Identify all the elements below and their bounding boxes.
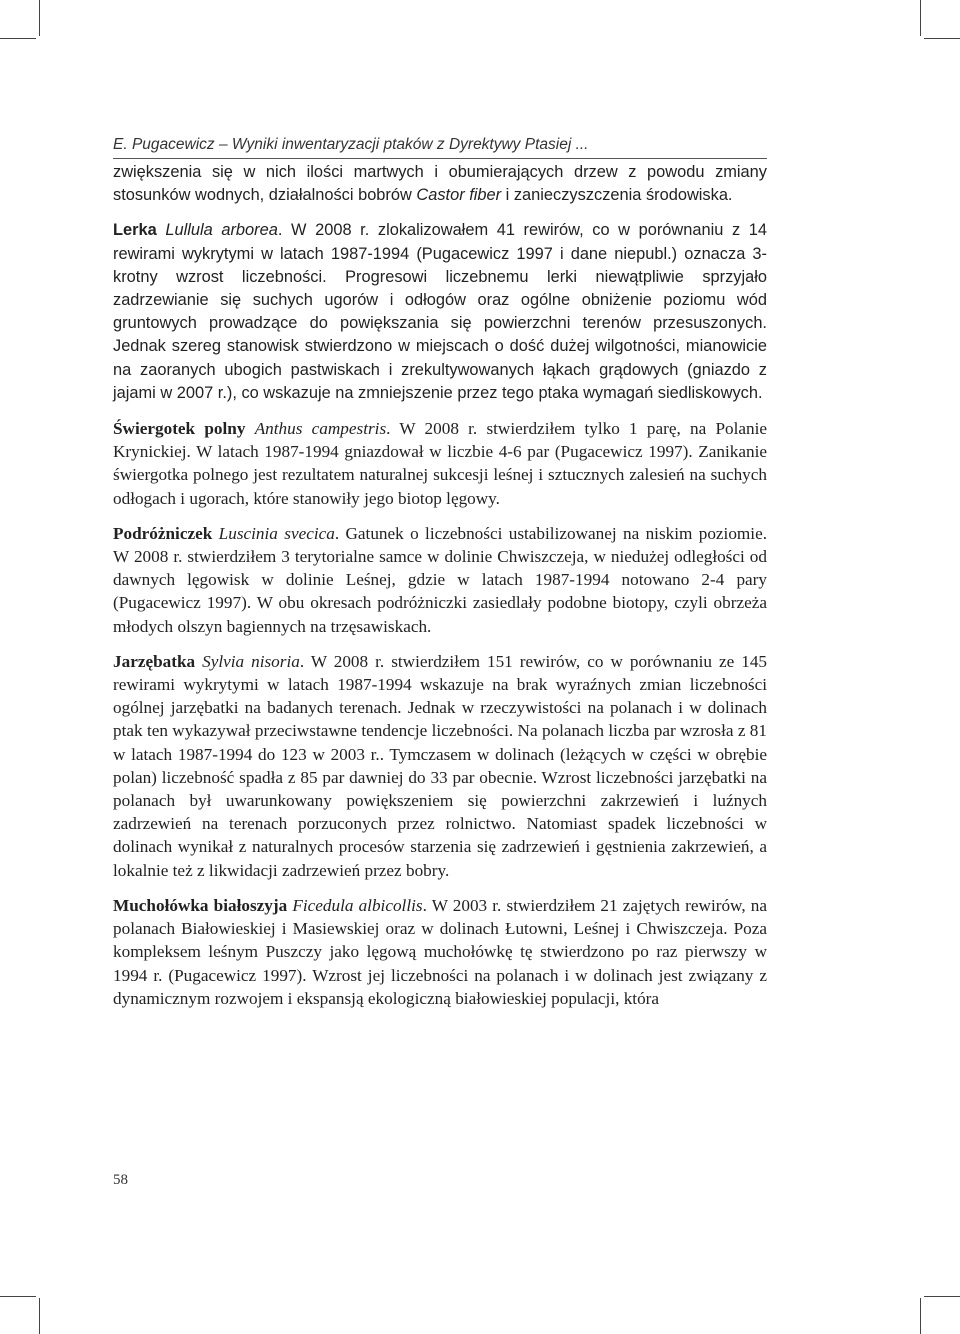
crop-mark xyxy=(920,1298,921,1334)
paragraph-text: . Gatunek o liczebności ustabilizowanej na niskim poziomie. W 2008 r. stwierdziłem 3 terytorialne samce w dolinie Chwiszczeja, w niedużej odległości od dawnych lęgowisk w dolinie Leśnej, gdzie w latach 1987-1994 notowano 2-4 pary (Pugacewicz 1997). W obu okresach podróżniczki zasiedlały podobne biotopy, czyli obrzeża młodych olszyn bagiennych na trzęsawiskach. xyxy=(113,523,767,636)
species-name: Muchołówka białoszyja xyxy=(113,895,288,915)
crop-mark xyxy=(0,1296,36,1297)
crop-mark xyxy=(39,0,40,36)
species-name: Lerka xyxy=(113,221,157,240)
species-paragraph-podrozniczek xyxy=(113,522,767,638)
paragraph-text: . W 2008 r. stwierdziłem tylko 1 parę, na Polanie Krynickiej. W latach 1987-1994 gniazdował w liczbie 4-6 par (Pugacewicz 1997). Zanikanie świergotka polnego jest rezultatem naturalnej sukcesji leśnej i sztucznych zalesień na suchych odłogach i ugorach, które stanowiły jego biotop lęgowy. xyxy=(113,419,768,508)
scientific-name: Lullula arborea xyxy=(165,221,278,240)
paragraph-continuation xyxy=(113,161,767,207)
crop-mark xyxy=(924,1296,960,1297)
paragraph-text: i zanieczyszczenia środowiska. xyxy=(501,186,733,205)
crop-mark xyxy=(0,38,36,39)
crop-mark xyxy=(924,38,960,39)
species-paragraph-swiergotek xyxy=(113,417,767,510)
scientific-name: Luscinia svecica xyxy=(218,523,335,543)
scientific-name: Sylvia nisoria xyxy=(202,651,300,671)
paragraph-text: . W 2008 r. zlokalizowałem 41 rewirów, co w porównaniu z 14 rewirami wykrytymi w latach 1987-1994 (Pugacewicz 1997 i dane niepubl.) oznacza 3-krotny wzrost liczebności. Progresowi liczebnemu lerki niewątpliwie sprzyjało zadrzewianie się suchych ugorów i odłogów oraz ogólne obniżenie poziomu wód gruntowych prowadzące do powiększania się powierzchni terenów przesuszonych. Jednak szereg stanowisk stwierdzono w miejscach o dość dużej wilgotności, mianowicie na zaoranych ubogich pastwiskach i zrekultywowanych łąkach grądowych (gniazdo z jajami w 2007 r.), co wskazuje na zmniejszenie przez tego ptaka wymagań siedliskowych. xyxy=(113,221,767,402)
species-paragraph-jarzebatka xyxy=(113,650,767,882)
paragraph-text: . W 2003 r. stwierdziłem 21 zajętych rewirów, na polanach Białowieskiej i Masiewskiej oraz w dolinach Łutowni, Leśnej i Chwiszczeja. Poza kompleksem leśnym Puszczy jako lęgową muchołówkę tę stwierdzono po raz pierwszy w 1994 r. (Pugacewicz 1997). Wzrost jej liczebności na polanach i w dolinach jest związany z dynamicznym rozwojem i ekspansją ekologiczną białowieskiej populacji, która xyxy=(113,895,767,1008)
scientific-name: Anthus campestris xyxy=(254,419,387,439)
species-name: Jarzębatka xyxy=(113,651,196,671)
running-header: E. Pugacewicz – Wyniki inwentaryzacji ptaków z Dyrektywy Ptasiej ... xyxy=(113,134,767,159)
species-paragraph-mucholowka xyxy=(113,894,767,1010)
scientific-name: Ficedula albicollis xyxy=(292,895,423,915)
crop-mark xyxy=(39,1298,40,1334)
species-name: Podróżniczek xyxy=(113,523,213,543)
crop-mark xyxy=(920,0,921,36)
species-paragraph-lerka xyxy=(113,219,767,405)
page-body xyxy=(113,161,767,1022)
paragraph-text: zwiększenia się w nich ilości martwych i obumierających drzew z powodu zmiany stosunków wodnych, działalności bobrów xyxy=(113,163,767,205)
paragraph-text: . W 2008 r. stwierdziłem 151 rewirów, co w porównaniu ze 145 rewirami wykrytymi w latach 1987-1994 wskazuje na brak wyraźnych zmian liczebności ogólnej jarzębatki na badanych terenach. Jednak w rzeczywistości na polanach i w dolinach ptak ten wykazywał przeciwstawne tendencje liczebności. Na polanach liczba par wzrosła z 81 w latach 1987-1994 do 123 w 2003 r.. Tymczasem w dolinach (leżących w części w obrębie polan) liczebność spadła z 85 par dawniej do 33 par obecnie. Wzrost liczebności jarzębatki na polanach był uwarunkowany powiększeniem się powierzchni zakrzewień i luźnych zadrzewień na terenach porzuconych przez rolnictwo. Natomiast spadek liczebności w dolinach wynikał z naturalnych procesów starzenia się zadrzewień i gęstnienia zakrzewień, a lokalnie też z likwidacji zadrzewień przez bobry. xyxy=(113,651,768,880)
scientific-name: Castor fiber xyxy=(416,186,502,205)
species-name: Świergotek polny xyxy=(113,419,246,439)
page-number: 58 xyxy=(113,1172,128,1188)
